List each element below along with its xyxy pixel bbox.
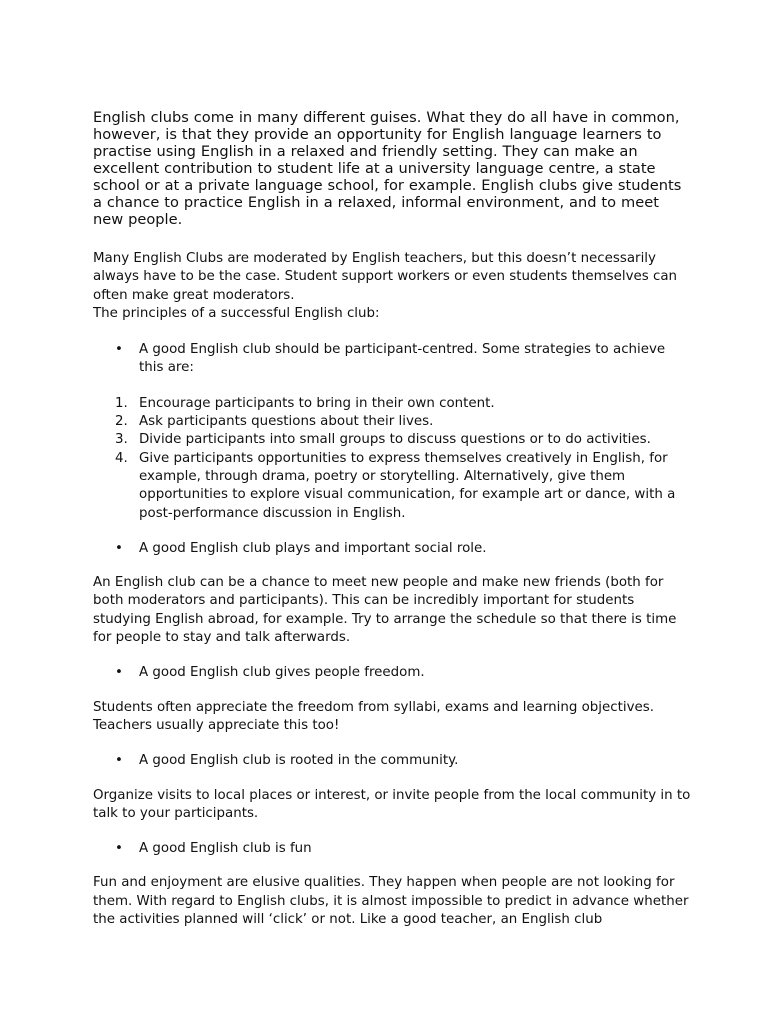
- bullet-text: A good English club is fun: [139, 841, 312, 857]
- bullet-icon: •: [115, 540, 123, 556]
- bullet-list-3: [93, 664, 693, 682]
- bullet-item-fun: [93, 840, 693, 858]
- strategy-number: 1.: [115, 395, 128, 411]
- bullet-text: A good English club plays and important social role.: [139, 540, 487, 556]
- strategy-number: 4.: [115, 450, 128, 466]
- strategy-text: Give participants opportunities to express themselves creatively in English, for example, through drama, poetry or storytelling. Alternatively, give them opportunities to explore visual communication, for example art or dance, with a post-performance discussion in English.: [139, 450, 676, 521]
- strategy-text: Ask participants questions about their lives.: [139, 414, 434, 430]
- freedom-paragraph: Students often appreciate the freedom from syllabi, exams and learning objectives. Teachers usually appreciate this too!: [93, 699, 654, 733]
- fun-paragraph: Fun and enjoyment are elusive qualities. They happen when people are not looking for them. With regard to English clubs, it is almost impossible to predict in advance whether the activities planned will ‘click’ or not. Like a good teacher, an English club: [93, 875, 689, 928]
- bullet-icon: •: [115, 753, 123, 769]
- bullet-text: A good English club should be participant-centred. Some strategies to achieve this are:: [139, 342, 666, 376]
- strategies-list: [93, 395, 693, 523]
- strategy-text: Encourage participants to bring in their own content.: [139, 395, 495, 411]
- bullet-list-2: [93, 540, 693, 558]
- principles-heading: The principles of a successful English club:: [93, 305, 380, 321]
- community-paragraph: Organize visits to local places or interest, or invite people from the local community in to talk to your participants.: [93, 787, 691, 821]
- strategy-item: [93, 413, 693, 431]
- bullet-icon: •: [115, 841, 123, 857]
- document-page: [93, 109, 693, 929]
- bullet-text: A good English club is rooted in the community.: [139, 753, 459, 769]
- bullet-list-1: [93, 341, 693, 378]
- intro-paragraph: English clubs come in many different guises. What they do all have in common, however, is that they provide an opportunity for English language learners to practise using English in a relaxed and friendly setting. They can make an excellent contribution to student life at a university language centre, a state school or at a private language school, for example. English clubs give students a chance to practice English in a relaxed, informal environment, and to meet new people.: [93, 109, 682, 228]
- strategy-number: 3.: [115, 432, 128, 448]
- bullet-icon: •: [115, 665, 123, 681]
- moderators-paragraph: Many English Clubs are moderated by English teachers, but this doesn’t necessarily always have to be the case. Student support workers or even students themselves can often make great moderators.: [93, 251, 678, 303]
- strategy-number: 2.: [115, 414, 128, 430]
- strategy-text: Divide participants into small groups to discuss questions or to do activities.: [139, 432, 651, 448]
- strategy-item: [93, 431, 693, 449]
- bullet-list-4: [93, 752, 693, 770]
- bullet-item-social-role: [93, 540, 693, 558]
- bullet-text: A good English club gives people freedom.: [139, 665, 425, 681]
- social-paragraph: An English club can be a chance to meet new people and make new friends (both for both moderators and participants). This can be incredibly important for students studying English abroad, for example. Try to arrange the schedule so that there is time for people to stay and talk afterwards.: [93, 575, 677, 646]
- strategy-item: [93, 395, 693, 413]
- bullet-item-community: [93, 752, 693, 770]
- bullet-item-participant-centred: [93, 341, 693, 378]
- bullet-list-5: [93, 840, 693, 858]
- bullet-item-freedom: [93, 664, 693, 682]
- bullet-icon: •: [115, 342, 123, 358]
- strategy-item: [93, 450, 693, 523]
